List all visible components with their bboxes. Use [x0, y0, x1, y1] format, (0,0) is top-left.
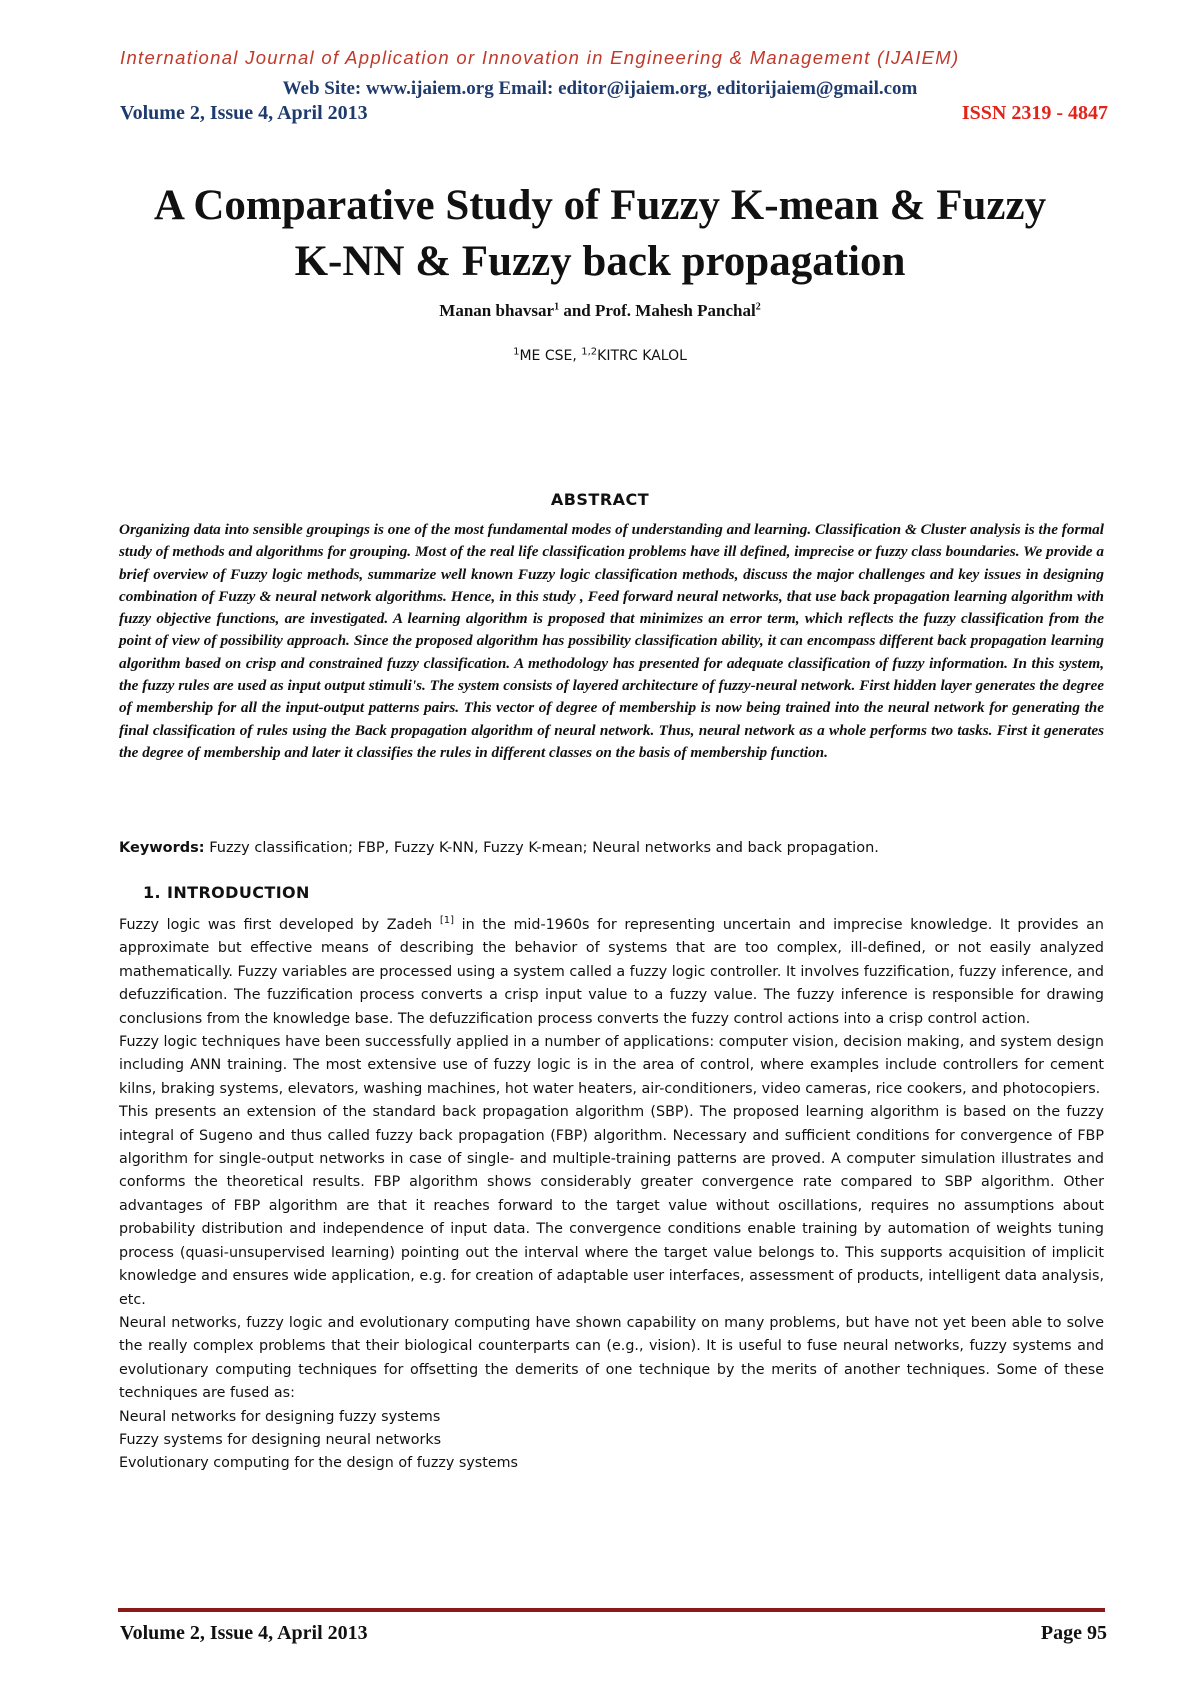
intro-paragraph-2: Fuzzy logic techniques have been successfully applied in a number of applications: computer vision, decision making, and system design including ANN training. The most extensive use of fuzzy logic is in the area of control, where examples include controllers for cement kilns, braking systems, elevators, washing machines, hot water heaters, air-conditioners, video cameras, rice cookers, and photocopiers. [119, 1034, 1104, 1097]
intro-paragraph-1 [119, 914, 1104, 1031]
authors [100, 301, 1100, 321]
paper-title [100, 178, 1100, 290]
title-line-2: K-NN & Fuzzy back propagation [294, 238, 906, 285]
keywords-label: Keywords: [119, 840, 205, 856]
abstract-text: Organizing data into sensible groupings is one of the most fundamental modes of understanding and learning. Classification & Cluster analysis is the formal study of methods and algorithms for grouping. Most of the real life classification problems have ill defined, imprecise or fuzzy class boundaries. We provide a brief overview of Fuzzy logic methods, summarize well known Fuzzy logic classification methods, discuss the major challenges and key issues in designing combination of Fuzzy & neural network algorithms. Hence, in this study , Feed forward neural networks, that use back propagation learning algorithm with fuzzy objective functions, are investigated. A learning algorithm is proposed that minimizes an error term, which reflects the fuzzy classification from the point of view of possibility approach. Since the proposed algorithm has possibility classification ability, it can encompass different back propagation learning algorithm based on crisp and constrained fuzzy classification. A methodology has presented for adequate classification of fuzzy information. In this system, the fuzzy rules are used as input output stimuli's. The system consists of layered architecture of fuzzy-neural network. First hidden layer generates the degree of membership for all the input-output patterns pairs. This vector of degree of membership is now being trained into the neural network for generating the final classification of rules using the Back propagation algorithm of neural network. Thus, neural network as a whole performs two tasks. First it generates the degree of membership and later it classifies the rules in different classes on the basis of membership function. [119, 521, 1104, 761]
list-item: Evolutionary computing for the design of fuzzy systems [119, 1455, 518, 1472]
fusion-list [119, 1406, 1104, 1476]
footer-page-number: Page 95 [1040, 1622, 1107, 1644]
author-2: Prof. Mahesh Panchal [594, 301, 756, 320]
footer-rule [118, 1608, 1105, 1612]
affil-part-2: KITRC KALOL [597, 348, 687, 364]
keywords-text: Fuzzy classification; FBP, Fuzzy K-NN, Fuzzy K-mean; Neural networks and back propagation. [204, 840, 879, 856]
abstract-heading: ABSTRACT [550, 490, 650, 509]
section-heading-introduction: 1. INTRODUCTION [143, 883, 310, 902]
author-2-sup: 2 [755, 301, 761, 313]
author-1: Manan bhavsar [439, 301, 555, 320]
intro-p1-start: Fuzzy logic was first developed by Zadeh [119, 917, 440, 933]
intro-paragraph-3: This presents an extension of the standard back propagation algorithm (SBP). The proposed learning algorithm is based on the fuzzy integral of Sugeno and thus called fuzzy back propagation (FBP) algorithm. Necessary and sufficient conditions for convergence of FBP algorithm for single-output networks in case of single- and multiple-training patterns are proved. A computer simulation illustrates and conforms the theoretical results. FBP algorithm shows considerably greater convergence rate compared to SBP algorithm. Other advantages of FBP algorithm are that it reaches forward to the target value without oscillations, requires no assumptions about probability distribution and independence of input data. The convergence conditions enable training by automation of weights tuning process (quasi-unsupervised learning) pointing out the interval where the target value belongs to. This supports acquisition of implicit knowledge and ensures wide application, e.g. for creation of adaptable user interfaces, assessment of products, intelligent data analysis, etc. [119, 1104, 1104, 1308]
journal-name: International Journal of Application or Innovation in Engineering & Management (IJAIEM) [120, 47, 960, 68]
header-issn: ISSN 2319 - 4847 [961, 102, 1108, 124]
citation-ref: [1] [439, 915, 455, 927]
affil-sup-1: 1 [513, 346, 520, 358]
title-line-1: A Comparative Study of Fuzzy K-mean & Fuzzy [153, 182, 1047, 229]
journal-website: Web Site: www.ijaiem.org Email: editor@ijaiem.org, editorijaiem@gmail.com [282, 78, 918, 99]
keywords [119, 840, 1104, 856]
affiliation [100, 348, 1100, 364]
header-volume: Volume 2, Issue 4, April 2013 [120, 102, 368, 124]
intro-paragraph-4: Neural networks, fuzzy logic and evolutionary computing have shown capability on many problems, but have not yet been able to solve the really complex problems that their biological counterparts can (e.g., vision). It is useful to fuse neural networks, fuzzy systems and evolutionary computing techniques for offsetting the demerits of one technique by the merits of another techniques. Some of these techniques are fused as: [119, 1314, 1104, 1402]
introduction-body [119, 914, 1104, 1476]
list-item: Fuzzy systems for designing neural networks [119, 1431, 442, 1448]
footer-volume: Volume 2, Issue 4, April 2013 [120, 1622, 368, 1644]
affil-sup-2: 1,2 [581, 346, 598, 358]
affil-part-1: ME CSE, [519, 348, 582, 364]
authors-and: and [559, 301, 595, 320]
list-item: Neural networks for designing fuzzy systems [119, 1408, 441, 1425]
intro-p1-rest: in the mid-1960s for representing uncertain and imprecise knowledge. It provides an approximate but effective means of describing the behavior of systems that are too complex, ill-defined, or not easily analyzed mathematically. Fuzzy variables are processed using a system called a fuzzy logic controller. It involves fuzzification, fuzzy inference, and defuzzification. The fuzzification process converts a crisp input value to a fuzzy value. The fuzzy inference is responsible for drawing conclusions from the knowledge base. The defuzzification process converts the fuzzy control actions into a crisp control action. [119, 917, 1104, 1027]
author-1-sup: 1 [554, 301, 560, 313]
